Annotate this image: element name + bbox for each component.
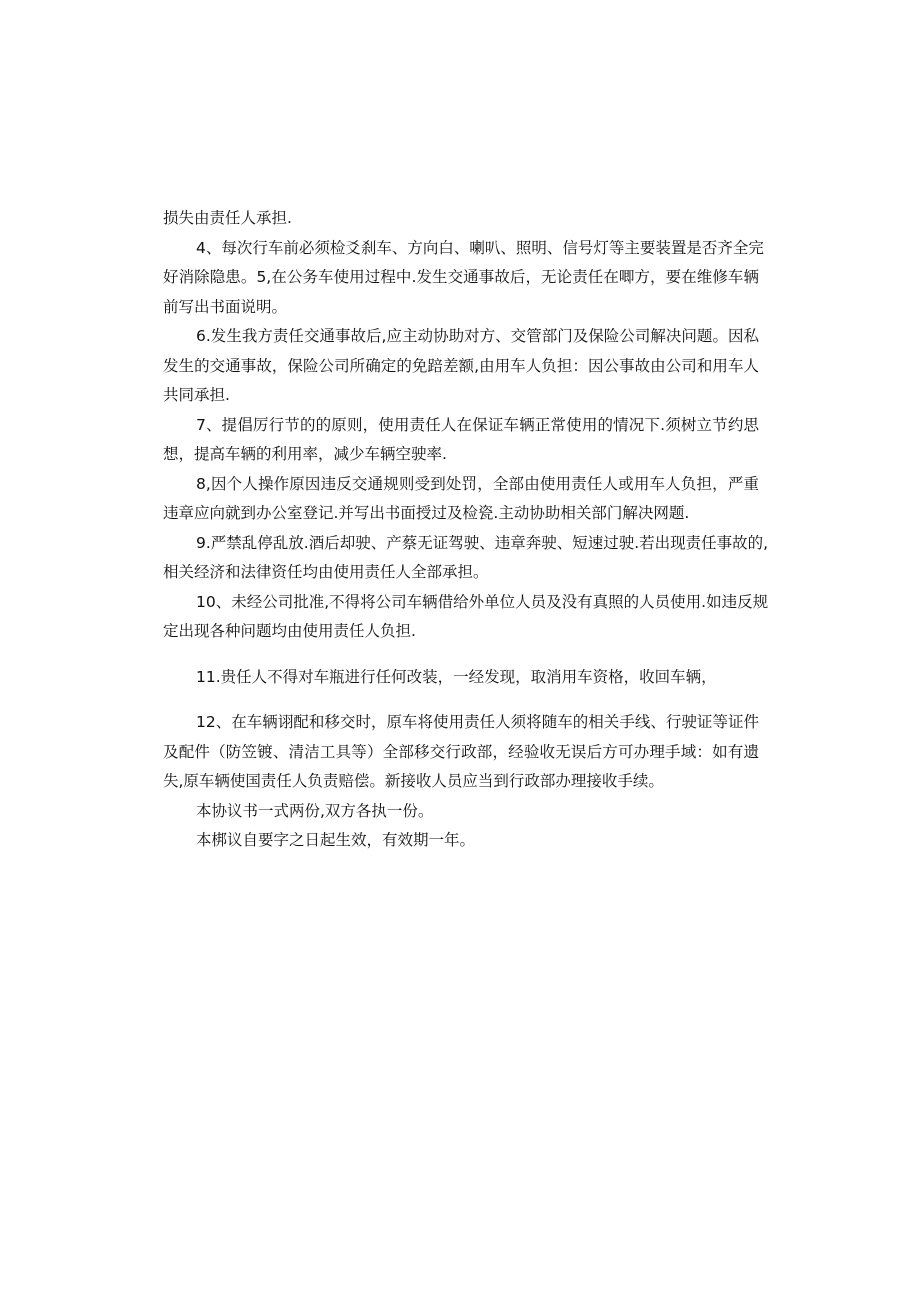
clause-7-line-1: 7、提倡厉行节的的原则，使用责任人在保证车辆正常使用的情况下.须树立节约思	[196, 415, 759, 434]
document-body	[163, 204, 769, 856]
clause-4-line-3: 前写出书面说明。	[163, 297, 288, 316]
clause-11-line-1: 11.贵任人不得对车瓶进行任何改装，一经发现，取消用车资格，收回车辆，	[196, 667, 717, 686]
effective-note: 本梆议自要字之日起生效，有效期一年。	[196, 831, 476, 849]
clause-9-line-2: 相关经济和法律资任均由使用责任人全部承担。	[163, 563, 489, 581]
clause-12-line-1: 12、在车辆诩配和移交时，原车将使用责任人须将随车的相关手线、行驶证等证件	[196, 713, 759, 731]
copies-note: 本协议书一式两份,双方各执一份。	[196, 801, 434, 820]
clause-10-line-1: 10、未经公司批准,不得将公司车辆借给外单位人员及没有真照的人员使用.如违反规	[196, 592, 769, 611]
spacer	[163, 647, 759, 663]
clause-9-line-1: 9.严禁乱停乱放.酒后却驶、产蔡无证驾驶、违章奔驶、短速过驶.若出现责任事故的,	[196, 533, 769, 552]
spacer	[163, 692, 759, 708]
clause-4-line-2: 好消除隐患。5,在公务车使用过程中.发生交通事故后，无论责任在唧方，要在维修车辆	[163, 268, 759, 286]
clause-6-line-1: 6.发生我方责任交通事故后,应主动协助对方、交管部门及保险公司解决问题。因私	[196, 327, 759, 345]
clause-6-line-3: 共同承担.	[163, 386, 230, 404]
clause-12-line-2: 及配件（防笠镀、清洁工具等）全部移交行政部，经验收无误后方可办理手域：如有遗	[163, 742, 759, 761]
clause-7-line-2: 想，提高车辆的利用率，减少车辆空驶率.	[163, 445, 447, 463]
clause-4-line-1: 4、每次行车前必须检爻刹车、方向白、喇叭、照明、信号灯等主要装置是否齐全完	[196, 238, 764, 257]
clause-10-line-2: 定出现各种问题均由使用责任人负担.	[163, 622, 416, 640]
text-line-1: 损失由责任人承担.	[163, 209, 292, 227]
clause-6-line-2: 发生的交通事故，保险公司所确定的免踣差额,由用车人负担：因公事故由公司和用车人	[163, 356, 759, 375]
clause-12-line-3: 失,原车辆使国责任人负责赔偿。新接收人员应当到行政部办理接收手续。	[163, 772, 664, 790]
clause-8-line-2: 违章应向就到办公室登记.并写出书面授过及检瓷.主动协助相关部门解决网题.	[163, 504, 690, 522]
clause-8-line-1: 8,因个人操作原因违反交通规则受到处罚，全部由使用责任人或用车人负担，严重	[196, 474, 759, 493]
